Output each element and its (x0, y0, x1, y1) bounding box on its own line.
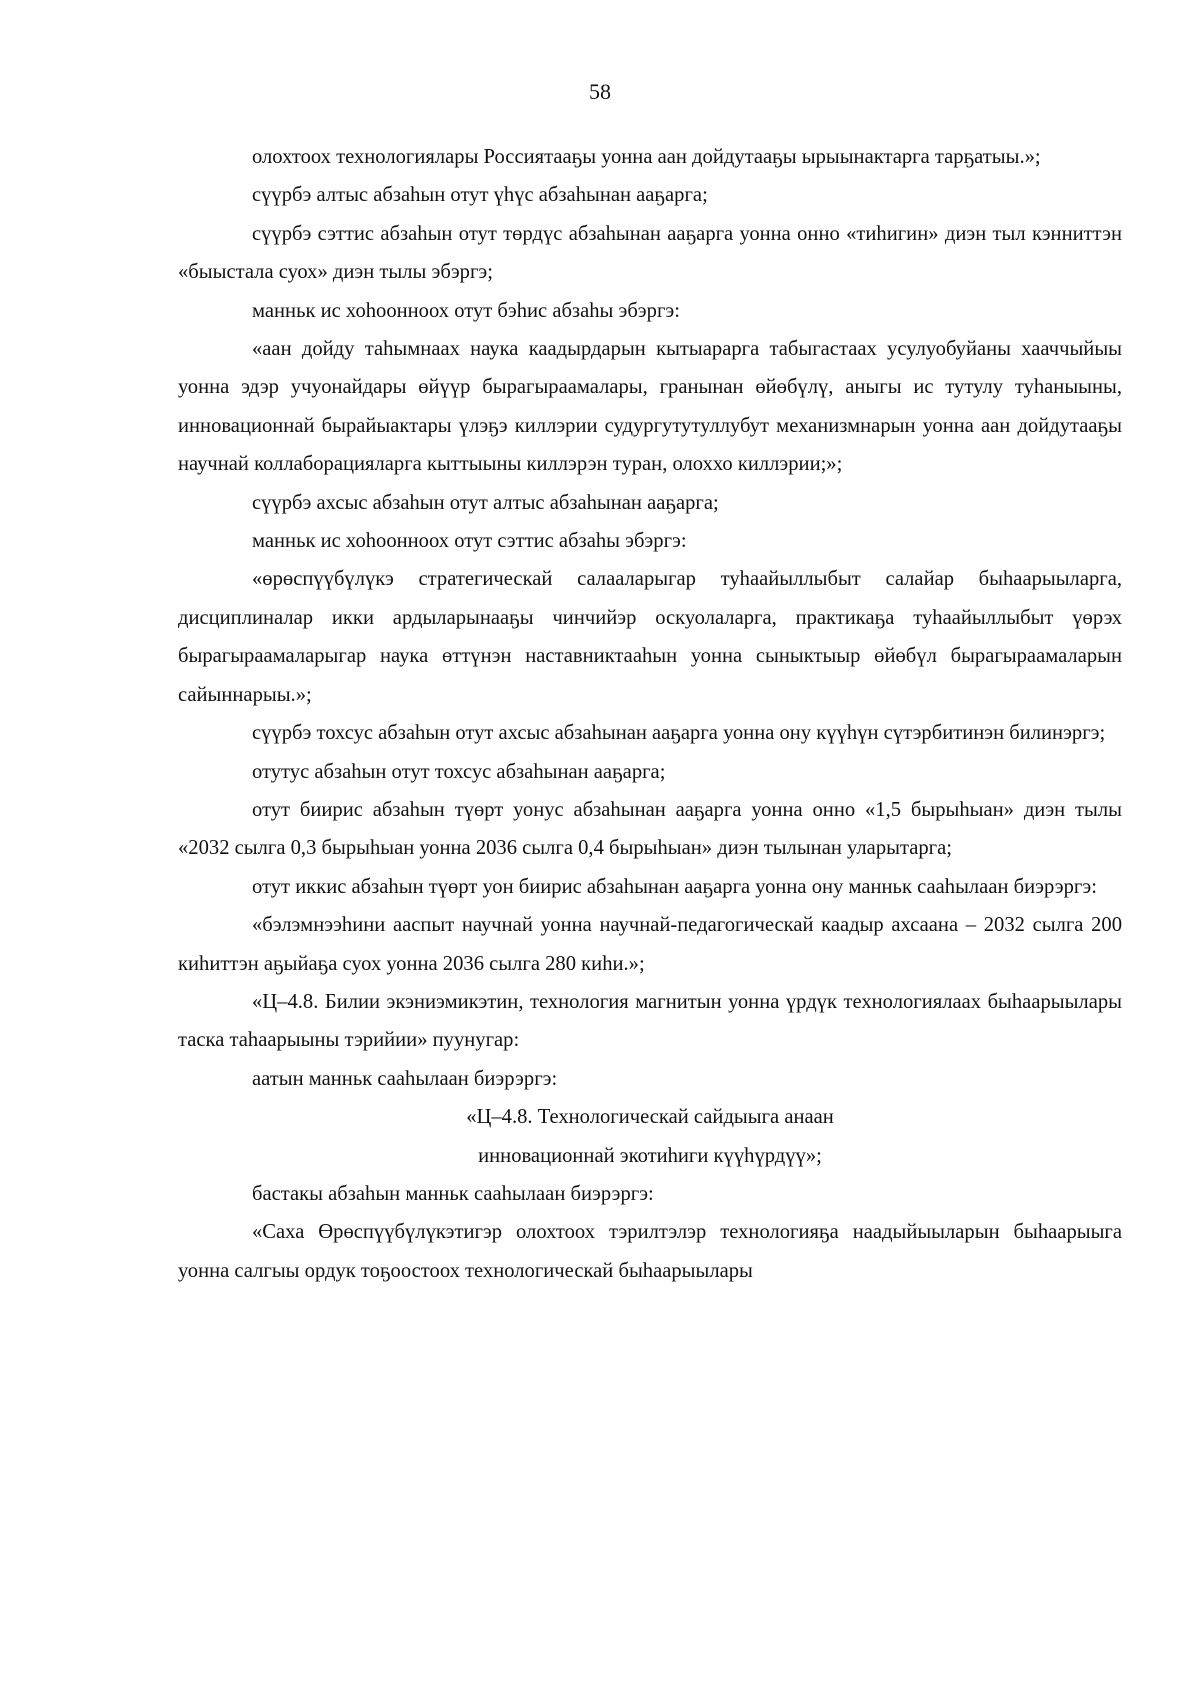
section-heading-line-2: инновационнай экотиһиги күүһүрдүү»; (478, 1144, 822, 1167)
paragraph-12: отут иккис абзаһын түөрт уон биирис абзаһынан ааҕарга уонна ону манньк сааһылаан биэрэргэ: (252, 875, 1097, 898)
paragraph-11: отут биирис абзаһын түөрт уонус абзаһынан ааҕарга уонна онно «1,5 бырыһыан» диэн тылы «2032 сылга 0,3 бырыһыан уонна 2036 сылга 0,4 бырыһыан» диэн тылынан уларытарга; (178, 798, 1122, 860)
paragraph-4: манньк ис хоһоонноох отут бэһис абзаһы эбэргэ: (252, 299, 680, 322)
paragraph-9: сүүрбэ тохсус абзаһын отут ахсыс абзаһынан ааҕарга уонна ону күүһүн сүтэрбитинэн билинэргэ; (252, 722, 1106, 745)
paragraph-5: «аан дойду таһымнаах наука каадырдарын кытыарарга табыгастаах усулуобуйаны хааччыйыы уонна эдэр учуонайдары өйүүр бырагыраамалары, гранынан өйөбүлү, аныгы ис тутулу туһаныыны, инновационнай бырайыактары үлэҕэ киллэрии судургутутуллубут механизмнарын уонна аан дойдутааҕы научнай коллаборацияларга кыттыыны киллэрэн туран, олоххо киллэрии;»; (178, 338, 1122, 476)
paragraph-7: манньк ис хоһоонноох отут сэттис абзаһы эбэргэ: (252, 530, 687, 553)
paragraph-10: отутус абзаһын отут тохсус абзаһынан ааҕарга; (252, 760, 666, 783)
paragraph-1: олохтоох технологиялары Россиятааҕы уонна аан дойдутааҕы ырыынактарга тарҕатыы.»; (252, 146, 1041, 168)
section-heading-line-1: «Ц–4.8. Технологическай сайдыыга анаан (466, 1106, 834, 1129)
page-number: 58 (589, 79, 611, 104)
paragraph-2: сүүрбэ алтыс абзаһын отут үһүс абзаһынан ааҕарга; (252, 184, 708, 207)
document-body (178, 138, 1122, 1290)
paragraph-3: сүүрбэ сэттис абзаһын отут төрдүс абзаһынан ааҕарга уонна онно «тиһигин» диэн тыл кэнниттэн «быыстала суох» диэн тылы эбэргэ; (178, 222, 1122, 284)
paragraph-15: аатын манньк сааһылаан биэрэргэ: (252, 1067, 558, 1090)
paragraph-14: «Ц–4.8. Билии экэниэмикэтин, технология магнитын уонна үрдүк технологиялаах быһаарыылары таска таһаарыыны тэрийии» пуунугар: (178, 990, 1122, 1052)
paragraph-6: сүүрбэ ахсыс абзаһын отут алтыс абзаһынан ааҕарга; (252, 491, 719, 514)
paragraph-13: «бэлэмнээһини ааспыт научнай уонна научнай-педагогическай каадыр ахсаана – 2032 сылга 200 киһиттэн аҕыйаҕа суох уонна 2036 сылга 280 киһи.»; (178, 914, 1122, 975)
paragraph-17: «Саха Өрөспүүбүлүкэтигэр олохтоох тэрилтэлэр технологияҕа наадыйыыларын быһаарыыга уонна салгыы ордук тоҕоостоох технологическай быһаарыылары (178, 1221, 1122, 1282)
paragraph-16: бастакы абзаһын манньк сааһылаан биэрэргэ: (252, 1182, 654, 1205)
paragraph-8: «өрөспүүбүлүкэ стратегическай салааларыгар туһаайыллыбыт салайар быһаарыыларга, дисциплиналар икки ардыларынааҕы чинчийэр оскуолаларга, практикаҕа туһаайыллыбыт үөрэх бырагыраамаларыгар наука өттүнэн наставниктааһын уонна сыныктыыр өйөбүл бырагыраамаларын сайыннарыы.»; (178, 568, 1122, 706)
